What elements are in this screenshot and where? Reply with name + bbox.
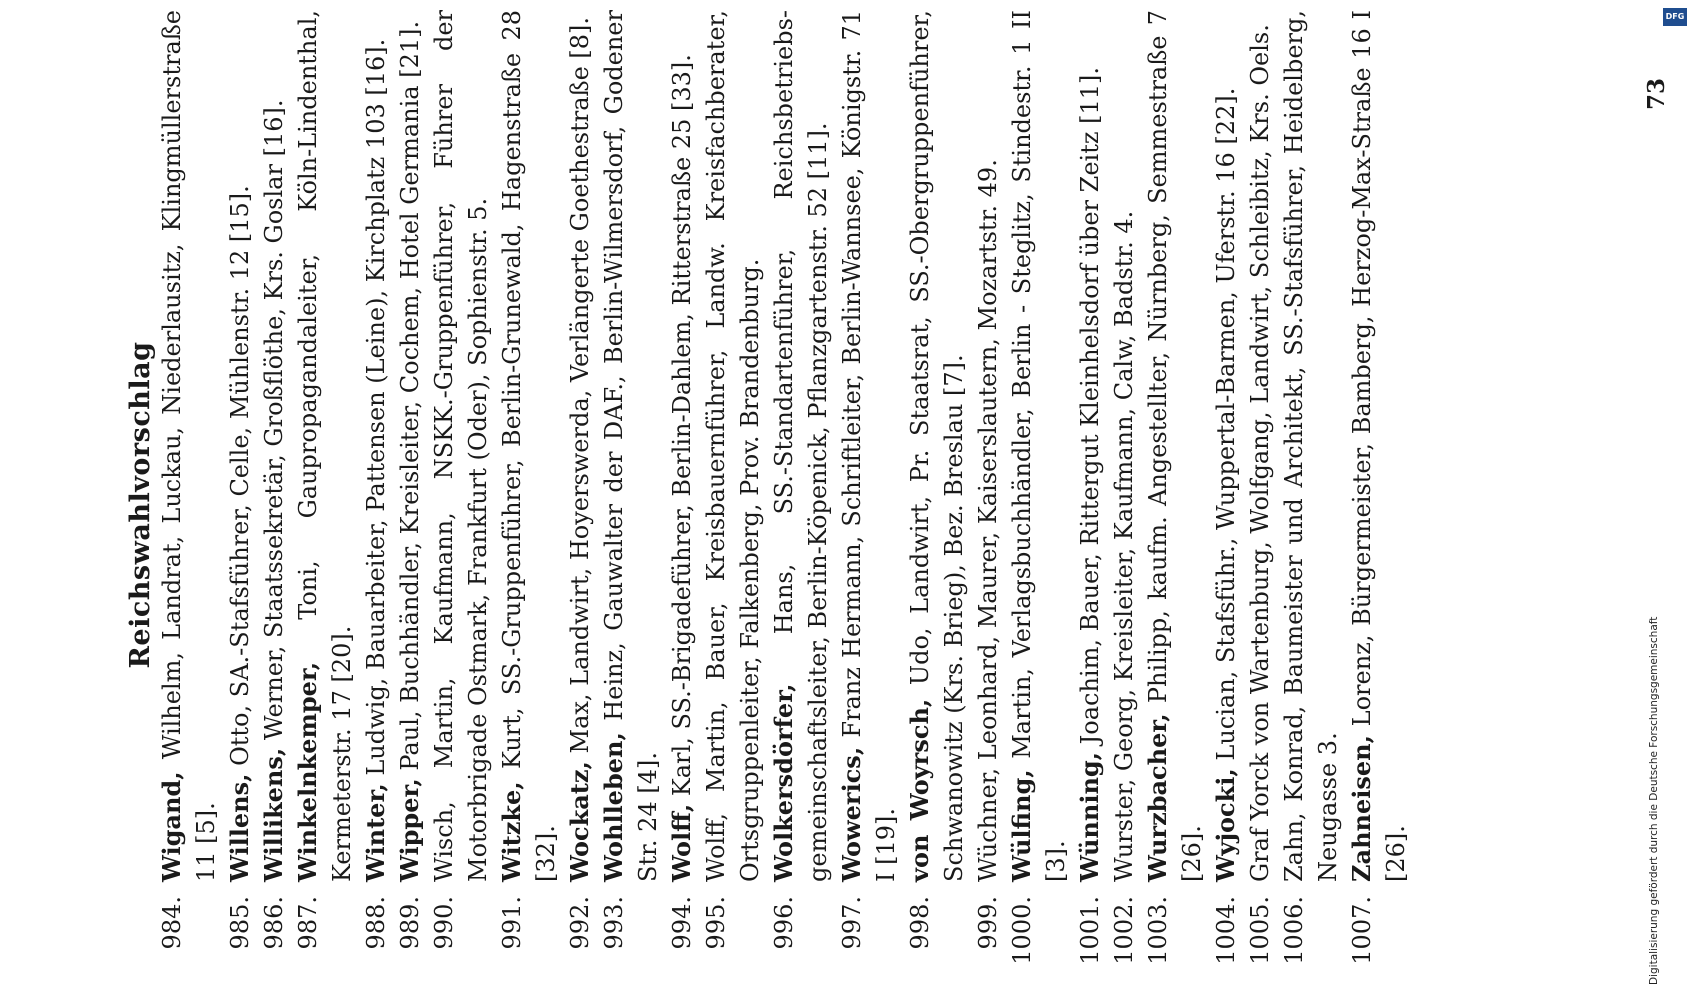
entry-details: Wilhelm, Landrat, Luckau, Niederlausitz, Klingmüllerstraße 11 [5]. bbox=[158, 10, 220, 882]
entry-details: Ludwig, Bauarbeiter, Pattensen (Leine), Kirchplatz 103 [16]. bbox=[362, 38, 390, 784]
entry-number: 994. bbox=[668, 896, 696, 950]
entry-name: Wohlleben, bbox=[599, 732, 628, 882]
list-item bbox=[1005, 10, 1073, 970]
entry-number: 985. bbox=[226, 896, 254, 950]
entry-number: 1002. bbox=[1110, 896, 1138, 965]
entry-number: 991. bbox=[498, 896, 526, 950]
entry-details: Martin, Verlagsbuchhändler, Berlin - Steglitz, Stindestr. 1 II [3]. bbox=[1008, 10, 1070, 882]
entry-number: 995. bbox=[702, 896, 730, 950]
entry-text bbox=[903, 10, 971, 882]
entry-details: Lucian, Stafsführ., Wuppertal-Barmen, Uferstr. 16 [22]. bbox=[1212, 87, 1240, 769]
entry-name: Wurzbacher, bbox=[1143, 713, 1172, 882]
entry-details: Wüchner, Leonhard, Maurer, Kaiserslautern, Mozartstr. 49. bbox=[974, 159, 1002, 882]
entry-details: Franz Hermann, Schriftleiter, Berlin-Wannsee, Königstr. 71 I [19]. bbox=[838, 10, 900, 882]
entry-details: Paul, Buchhändler, Kreisleiter, Cochem, Hotel Germania [21]. bbox=[396, 20, 424, 779]
entry-number: 987. bbox=[294, 896, 322, 950]
list-item bbox=[903, 10, 971, 970]
entry-text bbox=[1345, 10, 1413, 882]
entry-name: Zahneisen, bbox=[1347, 735, 1376, 882]
list-item bbox=[257, 10, 291, 970]
entry-details: Werner, Staatssekretär, Großflöthe, Krs. Goslar [16]. bbox=[260, 99, 288, 748]
entry-number: 998. bbox=[906, 896, 934, 950]
entry-details: Karl, SS.-Brigadeführer, Berlin-Dahlem, Ritterstraße 25 [33]. bbox=[668, 54, 696, 804]
list-item bbox=[155, 10, 223, 970]
entry-name: von Woyrsch, bbox=[905, 698, 934, 882]
entry-name: Wigand, bbox=[157, 771, 186, 882]
list-item bbox=[563, 10, 597, 970]
entry-details: Wurster, Georg, Kreisleiter, Kaufmann, Calw, Badstr. 4. bbox=[1110, 210, 1138, 882]
list-item bbox=[665, 10, 699, 970]
entry-text bbox=[257, 10, 291, 882]
entry-text bbox=[427, 10, 495, 882]
credit-text: Digitalisierung gefördert durch die Deutsche Forschungsgemeinschaft bbox=[1648, 616, 1660, 985]
entry-details: Max, Landwirt, Hoyerswerda, Verlängerte Goethestraße [8]. bbox=[566, 16, 594, 762]
entry-text bbox=[699, 10, 767, 882]
entry-text bbox=[155, 10, 223, 882]
entry-text bbox=[495, 10, 563, 882]
entry-text bbox=[1005, 10, 1073, 882]
entry-details: Wisch, Martin, Kaufmann, NSKK.-Gruppenführer, Führer der Motorbrigade Ostmark, Frankfurt (Oder), Sophienstr. 5. bbox=[430, 10, 492, 882]
entry-text bbox=[291, 10, 359, 882]
entry-number: 984. bbox=[158, 896, 186, 950]
entry-number: 992. bbox=[566, 896, 594, 950]
entry-number: 986. bbox=[260, 896, 288, 950]
entry-details: Philipp, kaufm. Angestellter, Nürnberg, Semmestraße 7 [26]. bbox=[1144, 10, 1206, 882]
entry-details: Kurt, SS.-Gruppenführer, Berlin-Grunewald, Hagenstraße 28 [32]. bbox=[498, 10, 560, 882]
list-item bbox=[1073, 10, 1107, 970]
entry-details: Heinz, Gauwalter der DAF., Berlin-Wilmersdorf, Godener Str. 24 [4]. bbox=[600, 10, 662, 882]
entry-text bbox=[1209, 10, 1243, 882]
entry-number: 1004. bbox=[1212, 896, 1240, 965]
list-item bbox=[223, 10, 257, 970]
entry-number: 989. bbox=[396, 896, 424, 950]
list-item bbox=[1243, 10, 1277, 970]
entry-text bbox=[223, 10, 257, 882]
entry-number: 988. bbox=[362, 896, 390, 950]
list-item bbox=[767, 10, 835, 970]
list-item bbox=[1141, 10, 1209, 970]
entry-text bbox=[1141, 10, 1209, 882]
entry-name: Wyjocki, bbox=[1211, 768, 1240, 882]
entry-name: Winter, bbox=[361, 783, 390, 882]
entry-text bbox=[665, 10, 699, 882]
entry-details: Udo, Landwirt, Pr. Staatsrat, SS.-Obergruppenführer, Schwanowitz (Krs. Brieg), Bez. Breslau [7]. bbox=[906, 10, 968, 882]
list-item bbox=[1209, 10, 1243, 970]
entry-text bbox=[971, 10, 1005, 882]
entry-details: Otto, SA.-Stafsführer, Celle, Mühlenstr. 12 [15]. bbox=[226, 185, 254, 774]
entry-name: Willens, bbox=[225, 773, 254, 882]
list-item bbox=[495, 10, 563, 970]
entry-text bbox=[359, 10, 393, 882]
entry-name: Wülfing, bbox=[1007, 769, 1036, 882]
list-item bbox=[291, 10, 359, 970]
entry-number: 1001. bbox=[1076, 896, 1104, 965]
list-item bbox=[835, 10, 903, 970]
entry-number: 1007. bbox=[1348, 896, 1376, 965]
entry-number: 990. bbox=[430, 896, 458, 950]
entry-number: 1003. bbox=[1144, 896, 1172, 965]
entry-text bbox=[563, 10, 597, 882]
entry-number: 997. bbox=[838, 896, 866, 950]
entry-name: Witzke, bbox=[497, 781, 526, 882]
entry-details: Hans, SS.-Standartenführer, Reichsbetriebsgemeinschaftsleiter, Berlin-Köpenick, Pflanzgartenstr. 52 [11]. bbox=[770, 10, 832, 882]
entry-text bbox=[1277, 10, 1345, 882]
entry-number: 1005. bbox=[1246, 896, 1274, 965]
entry-number: 999. bbox=[974, 896, 1002, 950]
entry-name: Wipper, bbox=[395, 778, 424, 882]
entry-details: Lorenz, Bürgermeister, Bamberg, Herzog-Max-Straße 16 I [26]. bbox=[1348, 10, 1410, 882]
list-item bbox=[1277, 10, 1345, 970]
page-number: 73 bbox=[1643, 77, 1670, 110]
entry-number: 993. bbox=[600, 896, 628, 950]
list-item bbox=[427, 10, 495, 970]
entry-name: Wünning, bbox=[1075, 751, 1104, 882]
entry-text bbox=[1107, 10, 1141, 882]
entry-details: Zahn, Konrad, Baumeister und Architekt, SS.-Stafsführer, Heidelberg, Neugasse 3. bbox=[1280, 10, 1342, 882]
dfg-logo: DFG bbox=[1663, 8, 1687, 26]
entry-name: Wolff, bbox=[667, 803, 696, 882]
entry-number: 1006. bbox=[1280, 896, 1308, 965]
list-item bbox=[393, 10, 427, 970]
entry-details: Wolff, Martin, Bauer, Kreisbauernführer, Landw. Kreisfachberater, Ortsgruppenleiter, Falkenberg, Prov. Brandenburg. bbox=[702, 10, 764, 882]
entry-details: Graf Yorck von Wartenburg, Wolfgang, Landwirt, Schleibitz, Krs. Oels. bbox=[1246, 24, 1274, 882]
entry-details: Joachim, Bauer, Rittergut Kleinhelsdorf über Zeitz [11]. bbox=[1076, 66, 1104, 752]
entry-text bbox=[1073, 10, 1107, 882]
entry-text bbox=[393, 10, 427, 882]
entry-list bbox=[155, 10, 1413, 970]
list-item bbox=[1345, 10, 1413, 970]
entry-name: Willikens, bbox=[259, 747, 288, 882]
entry-name: Wowerics, bbox=[837, 746, 866, 882]
entry-text bbox=[767, 10, 835, 882]
list-item bbox=[597, 10, 665, 970]
list-item bbox=[699, 10, 767, 970]
list-item bbox=[359, 10, 393, 970]
entry-name: Wockatz, bbox=[565, 761, 594, 882]
entry-details: Toni, Gaupropagandaleiter, Köln-Lindenthal, Kermeterstr. 17 [20]. bbox=[294, 10, 356, 882]
entry-number: 1000. bbox=[1008, 896, 1036, 965]
list-item bbox=[971, 10, 1005, 970]
entry-number: 996. bbox=[770, 896, 798, 950]
entry-text bbox=[1243, 10, 1277, 882]
list-item bbox=[1107, 10, 1141, 970]
entry-name: Wolkersdörfer, bbox=[769, 683, 798, 882]
page-title: Reichswahlvorschlag bbox=[125, 341, 156, 669]
entry-name: Winkelnkemper, bbox=[293, 661, 322, 882]
entry-text bbox=[835, 10, 903, 882]
entry-text bbox=[597, 10, 665, 882]
